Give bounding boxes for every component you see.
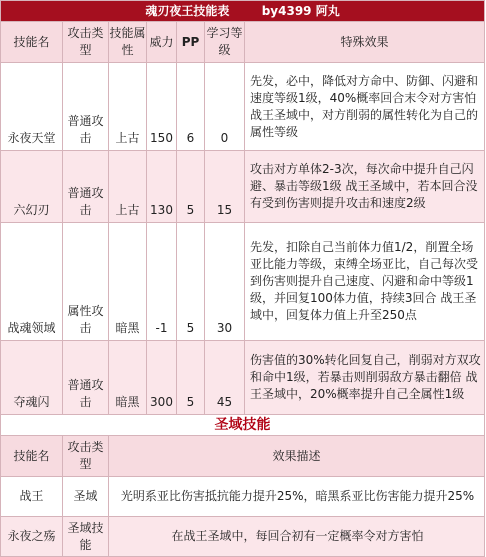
skill-pp: 5 [177,341,205,415]
domain-section-title-row [1,415,485,436]
skill-type: 普通攻击 [63,63,109,151]
domain-header-type: 攻击类型 [63,436,109,477]
domain-effect: 光明系亚比伤害抵抗能力提升25%，暗黑系亚比伤害能力提升25% [109,477,485,517]
table-row [1,477,485,517]
skill-attr: 暗黑 [109,223,147,341]
header-type: 攻击类型 [63,22,109,63]
header-pp: PP [177,22,205,63]
table-title [1,1,485,22]
table-header-row [1,22,485,63]
skill-type: 普通攻击 [63,151,109,223]
table-title-row [1,1,485,22]
domain-name: 战王 [1,477,63,517]
skill-effect: 攻击对方单体2-3次，每次命中提升自己闪避、暴击等级1级 战王圣域中，若本回合没有受到伤害则提升攻击和速度2级 [245,151,485,223]
header-effect: 特殊效果 [245,22,485,63]
skill-pp: 6 [177,63,205,151]
skill-effect: 先发，必中，降低对方命中、防御、闪避和速度等级1级，40%概率回合末令对方害怕 战王圣域中，对方削弱的属性转化为自己的属性等级 [245,63,485,151]
skill-attr: 上古 [109,151,147,223]
skill-type: 普通攻击 [63,341,109,415]
header-attr: 技能属性 [109,22,147,63]
table-row [1,341,485,415]
skill-name: 夺魂闪 [1,341,63,415]
skill-level: 30 [205,223,245,341]
table-row [1,63,485,151]
skill-name: 永夜天堂 [1,63,63,151]
skill-level: 15 [205,151,245,223]
skill-name: 六幻刃 [1,151,63,223]
skill-type: 属性攻击 [63,223,109,341]
skill-effect: 先发，扣除自己当前体力值1/2，削置全场亚比能力等级，束缚全场亚比，自己每次受到伤害则提升自己速度、闪避和命中等级1级，并回复100体力值，持续3回合 战王圣域中，回复体力值上升至250点 [245,223,485,341]
table-row [1,517,485,557]
domain-header-effect: 效果描述 [109,436,485,477]
skill-level: 45 [205,341,245,415]
domain-header-name: 技能名 [1,436,63,477]
skill-power: -1 [147,223,177,341]
skill-attr: 暗黑 [109,341,147,415]
table-title-author: by4399 阿丸 [261,3,340,18]
skill-pp: 5 [177,151,205,223]
domain-name: 永夜之殇 [1,517,63,557]
skill-pp: 5 [177,223,205,341]
skill-effect: 伤害值的30%转化回复自己，削弱对方双攻和命中1级，若暴击则削弱敌方暴击翻倍 战王圣域中，20%概率提升自己全属性1级 [245,341,485,415]
domain-type: 圣域 [63,477,109,517]
domain-header-row [1,436,485,477]
skill-power: 300 [147,341,177,415]
skill-name: 战魂领域 [1,223,63,341]
table-row [1,223,485,341]
domain-section-title: 圣域技能 [1,415,485,436]
table-row [1,151,485,223]
header-level: 学习等级 [205,22,245,63]
skill-attr: 上古 [109,63,147,151]
domain-type: 圣域技能 [63,517,109,557]
skill-power: 130 [147,151,177,223]
domain-effect: 在战王圣域中，每回合初有一定概率令对方害怕 [109,517,485,557]
skill-power: 150 [147,63,177,151]
skill-level: 0 [205,63,245,151]
table-title-main: 魂刃夜王技能表 [145,3,230,18]
header-name: 技能名 [1,22,63,63]
header-power: 威力 [147,22,177,63]
